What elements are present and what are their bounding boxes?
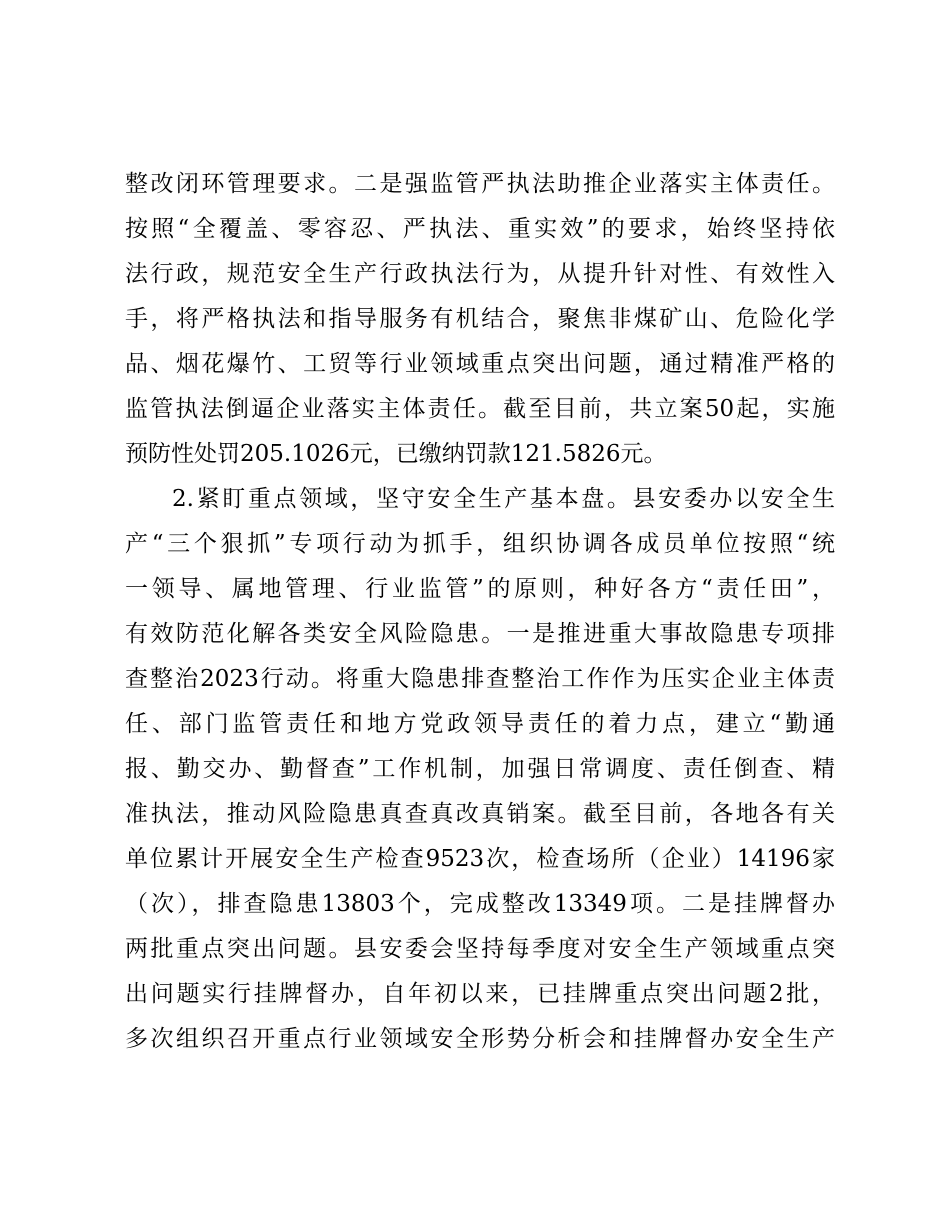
text-line: 出问题实行挂牌督办，自年初以来，已挂牌重点突出问题2批， — [125, 981, 835, 1007]
text-line: 报、勤交办、勤督查”工作机制，加强日常调度、责任倒查、精 — [125, 756, 835, 782]
text-line: 单位累计开展安全生产检查9523次，检查场所（企业）14196家 — [125, 846, 835, 872]
text-line: 一领导、属地管理、行业监管”的原则，种好各方“责任田”， — [125, 576, 835, 602]
text-line: 准执法，推动风险隐患真查真改真销案。截至目前，各地各有关 — [125, 801, 835, 827]
paragraph-first-line: 2.紧盯重点领域，坚守安全生产基本盘。县安委办以安全生 — [172, 486, 835, 512]
text-line: 监管执法倒逼企业落实主体责任。截至目前，共立案50起，实施 — [125, 396, 835, 422]
text-line: 产“三个狠抓”专项行动为抓手，组织协调各成员单位按照“统 — [125, 531, 835, 557]
text-line: 整改闭环管理要求。二是强监管严执法助推企业落实主体责任。 — [125, 171, 835, 197]
text-line: 预防性处罚205.1026元，已缴纳罚款121.5826元。 — [125, 441, 667, 467]
text-line: 按照“全覆盖、零容忍、严执法、重实效”的要求，始终坚持依 — [125, 216, 835, 242]
text-line: 有效防范化解各类安全风险隐患。一是推进重大事故隐患专项排 — [125, 621, 835, 647]
text-line: 两批重点突出问题。县安委会坚持每季度对安全生产领域重点突 — [125, 936, 835, 962]
text-line: 多次组织召开重点行业领域安全形势分析会和挂牌督办安全生产 — [125, 1026, 835, 1052]
text-line: 手，将严格执法和指导服务有机结合，聚焦非煤矿山、危险化学 — [125, 306, 835, 332]
text-line: 法行政，规范安全生产行政执法行为，从提升针对性、有效性入 — [125, 261, 835, 287]
text-line: 查整治2023行动。将重大隐患排查整治工作作为压实企业主体责 — [125, 666, 835, 692]
text-line: （次），排查隐患13803个，完成整改13349项。二是挂牌督办 — [125, 891, 835, 917]
text-line: 任、部门监管责任和地方党政领导责任的着力点，建立“勤通 — [125, 711, 835, 737]
text-line: 品、烟花爆竹、工贸等行业领域重点突出问题，通过精准严格的 — [125, 351, 835, 377]
